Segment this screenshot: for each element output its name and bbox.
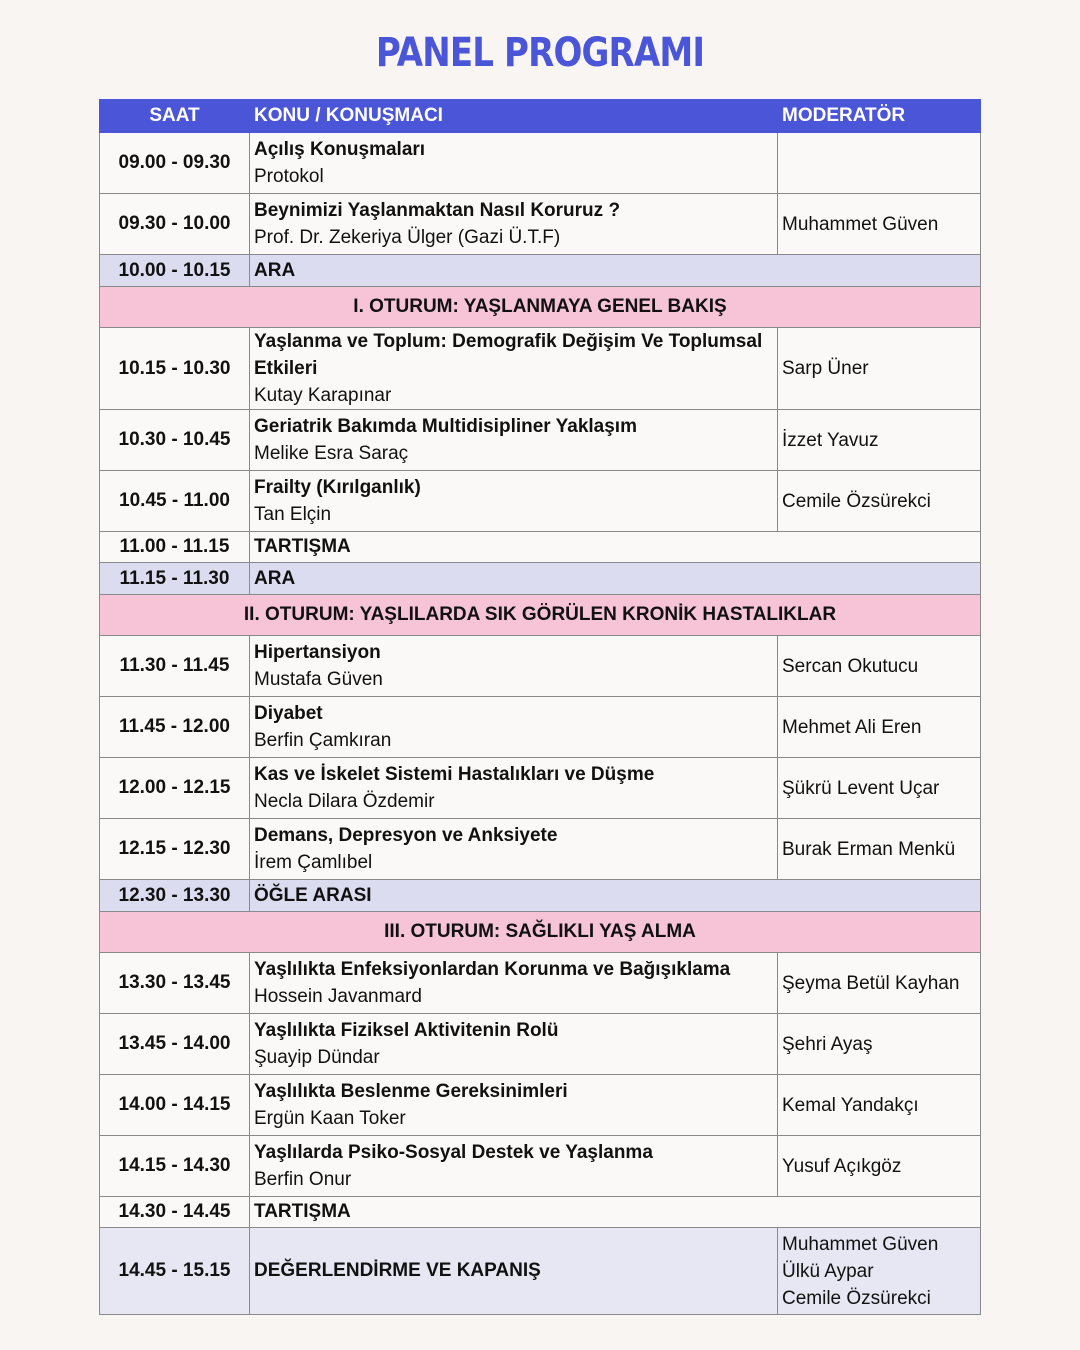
section-row (100, 912, 981, 953)
topic-cell (250, 1075, 778, 1136)
session-row (100, 471, 981, 532)
session-title: Yaşlılıkta Enfeksiyonlardan Korunma ve Bağışıklama (254, 959, 731, 980)
closing-row (100, 1228, 981, 1315)
moderator-name: Ülkü Aypar (782, 1260, 874, 1282)
time-cell: 14.45 - 15.15 (100, 1228, 250, 1315)
topic-cell (250, 1014, 778, 1075)
time-cell: 13.30 - 13.45 (100, 953, 250, 1014)
time-cell: 11.15 - 11.30 (100, 563, 250, 595)
time-cell: 12.00 - 12.15 (100, 758, 250, 819)
session-row (100, 819, 981, 880)
session-title: Yaşlanma ve Toplum: Demografik Değişim Ve Toplumsal Etkileri (254, 331, 763, 379)
time-cell: 11.45 - 12.00 (100, 697, 250, 758)
session-title: Hipertansiyon (254, 642, 381, 663)
speaker-name: Protokol (254, 166, 324, 187)
session-title: Açılış Konuşmaları (254, 139, 426, 160)
time-cell: 11.00 - 11.15 (100, 532, 250, 563)
break-label: ARA (250, 563, 981, 595)
speaker-name: Mustafa Güven (254, 669, 383, 690)
topic-cell (250, 133, 778, 194)
discussion-row (100, 532, 981, 563)
moderator-cell: Sercan Okutucu (778, 636, 981, 697)
discussion-label: TARTIŞMA (250, 532, 981, 563)
moderator-cell: Şeyma Betül Kayhan (778, 953, 981, 1014)
session-title: Yaşlılıkta Beslenme Gereksinimleri (254, 1081, 568, 1102)
session-row (100, 194, 981, 255)
break-label: ÖĞLE ARASI (250, 880, 981, 912)
session-title: Kas ve İskelet Sistemi Hastalıkları ve Düşme (254, 764, 655, 785)
time-cell: 10.45 - 11.00 (100, 471, 250, 532)
session-row (100, 133, 981, 194)
moderator-cell: İzzet Yavuz (778, 410, 981, 471)
moderator-cell: Mehmet Ali Eren (778, 697, 981, 758)
discussion-label: TARTIŞMA (250, 1197, 981, 1228)
moderator-cell: Yusuf Açıkgöz (778, 1136, 981, 1197)
topic-cell (250, 328, 778, 410)
moderator-cell (778, 1228, 981, 1315)
session-title: Yaşlılarda Psiko-Sosyal Destek ve Yaşlanma (254, 1142, 653, 1163)
section-row (100, 287, 981, 328)
page-title: PANEL PROGRAMI (375, 30, 705, 76)
moderator-cell: Şehri Ayaş (778, 1014, 981, 1075)
section-row (100, 595, 981, 636)
time-cell: 14.15 - 14.30 (100, 1136, 250, 1197)
speaker-name: Şuayip Dündar (254, 1047, 380, 1068)
session-title: Yaşlılıkta Fiziksel Aktivitenin Rolü (254, 1020, 559, 1041)
session-row (100, 1136, 981, 1197)
session-row (100, 697, 981, 758)
time-cell: 13.45 - 14.00 (100, 1014, 250, 1075)
moderator-cell: Şükrü Levent Uçar (778, 758, 981, 819)
time-cell: 09.00 - 09.30 (100, 133, 250, 194)
session-row (100, 758, 981, 819)
session-row (100, 1014, 981, 1075)
session-row (100, 1075, 981, 1136)
header-time: SAAT (100, 100, 250, 133)
time-cell: 11.30 - 11.45 (100, 636, 250, 697)
section-title: I. OTURUM: YAŞLANMAYA GENEL BAKIŞ (100, 287, 981, 328)
speaker-name: İrem Çamlıbel (254, 852, 373, 873)
topic-cell (250, 194, 778, 255)
topic-cell (250, 819, 778, 880)
moderator-cell: Burak Erman Menkü (778, 819, 981, 880)
speaker-name: Necla Dilara Özdemir (254, 791, 435, 812)
moderator-cell (778, 133, 981, 194)
discussion-row (100, 1197, 981, 1228)
session-title: Frailty (Kırılganlık) (254, 477, 421, 498)
time-cell: 10.15 - 10.30 (100, 328, 250, 410)
topic-cell (250, 953, 778, 1014)
break-row (100, 563, 981, 595)
speaker-name: Berfin Onur (254, 1169, 352, 1190)
session-title: Beynimizi Yaşlanmaktan Nasıl Koruruz ? (254, 200, 621, 221)
time-cell: 14.00 - 14.15 (100, 1075, 250, 1136)
session-row (100, 636, 981, 697)
session-title: Geriatrik Bakımda Multidisipliner Yaklaşım (254, 416, 637, 437)
time-cell: 12.15 - 12.30 (100, 819, 250, 880)
section-title: II. OTURUM: YAŞLILARDA SIK GÖRÜLEN KRONİK HASTALIKLAR (100, 595, 981, 636)
session-row (100, 953, 981, 1014)
time-cell: 10.00 - 10.15 (100, 255, 250, 287)
break-row (100, 255, 981, 287)
moderator-cell: Cemile Özsürekci (778, 471, 981, 532)
session-title: Demans, Depresyon ve Anksiyete (254, 825, 558, 846)
speaker-name: Melike Esra Saraç (254, 443, 409, 464)
header-moderator: MODERATÖR (778, 100, 981, 133)
topic-cell (250, 697, 778, 758)
program-table (99, 99, 981, 1315)
moderator-name: Muhammet Güven (782, 1233, 939, 1255)
speaker-name: Berfin Çamkıran (254, 730, 392, 751)
time-cell: 12.30 - 13.30 (100, 880, 250, 912)
speaker-name: Ergün Kaan Toker (254, 1108, 406, 1129)
topic-cell (250, 410, 778, 471)
speaker-name: Kutay Karapınar (254, 385, 392, 406)
moderator-cell: Muhammet Güven (778, 194, 981, 255)
speaker-name: Tan Elçin (254, 504, 332, 525)
session-title: Diyabet (254, 703, 323, 724)
session-row (100, 410, 981, 471)
topic-cell (250, 471, 778, 532)
topic-cell (250, 758, 778, 819)
time-cell: 10.30 - 10.45 (100, 410, 250, 471)
moderator-name: Cemile Özsürekci (782, 1287, 931, 1309)
closing-label: DEĞERLENDİRME VE KAPANIŞ (250, 1228, 778, 1315)
topic-cell (250, 636, 778, 697)
section-title: III. OTURUM: SAĞLIKLI YAŞ ALMA (100, 912, 981, 953)
time-cell: 09.30 - 10.00 (100, 194, 250, 255)
speaker-name: Hossein Javanmard (254, 986, 422, 1007)
moderator-cell: Kemal Yandakçı (778, 1075, 981, 1136)
time-cell: 14.30 - 14.45 (100, 1197, 250, 1228)
session-row (100, 328, 981, 410)
speaker-name: Prof. Dr. Zekeriya Ülger (Gazi Ü.T.F) (254, 227, 561, 248)
header-topic: KONU / KONUŞMACI (250, 100, 778, 133)
break-row (100, 880, 981, 912)
topic-cell (250, 1136, 778, 1197)
table-header (100, 100, 981, 133)
moderator-cell: Sarp Üner (778, 328, 981, 410)
break-label: ARA (250, 255, 981, 287)
